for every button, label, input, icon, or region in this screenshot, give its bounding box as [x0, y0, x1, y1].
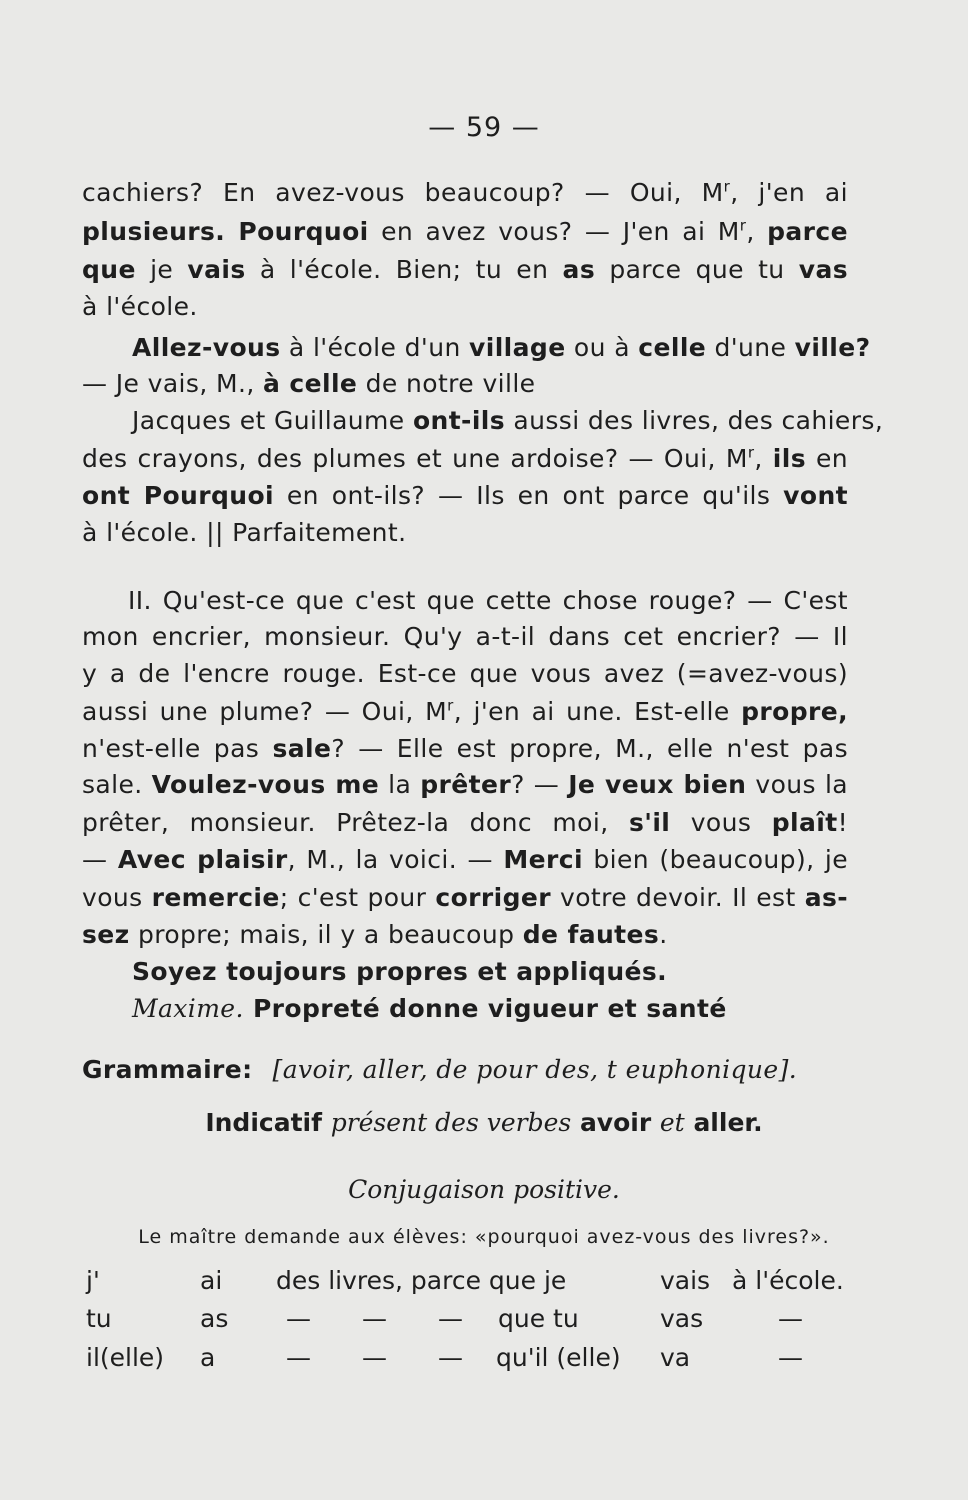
text-line: y a de l'encre rouge. Est-ce que vous avez (=avez-vous)	[82, 659, 848, 688]
page-number: — 59 —	[428, 112, 540, 143]
text-line: n'est-elle pas sale? — Elle est propre, M., elle n'est pas	[82, 734, 848, 763]
table-cell: va	[660, 1343, 691, 1372]
table-cell: j'	[86, 1266, 100, 1295]
indicatif-heading: Indicatif présent des verbes avoir et aller.	[205, 1108, 763, 1137]
text-line: II. Qu'est-ce que c'est que cette chose rouge? — C'est	[128, 586, 848, 615]
table-cell: il(elle)	[86, 1343, 165, 1372]
table-cell: qu'il (elle)	[496, 1343, 621, 1372]
table-cell: a	[200, 1343, 216, 1372]
table-cell: tu	[86, 1304, 112, 1333]
table-cell: ai	[200, 1266, 223, 1295]
text-line: Jacques et Guillaume ont-ils aussi des livres, des cahiers,	[132, 406, 884, 435]
grammar-line: Grammaire: [avoir, aller, de pour des, t euphonique].	[82, 1055, 798, 1084]
table-cell: vais	[660, 1266, 711, 1295]
table-cell: —	[778, 1304, 803, 1333]
conjugaison-title: Conjugaison positive.	[348, 1175, 620, 1204]
table-cell: —	[438, 1304, 463, 1333]
text-line: sale. Voulez-vous me la prêter? — Je veux bien vous la	[82, 770, 849, 799]
text-line: à l'école.	[82, 292, 198, 321]
text-line: vous remercie; c'est pour corriger votre devoir. Il est as-	[82, 883, 849, 912]
text-line: Allez-vous à l'école d'un village ou à celle d'une ville?	[132, 333, 871, 362]
table-cell: as	[200, 1304, 229, 1333]
text-line: aussi une plume? — Oui, $M^r$, j'en ai une. Est-elle propre,	[82, 696, 848, 726]
text-line: mon encrier, monsieur. Qu'y a-t-il dans cet encrier? — Il	[82, 622, 848, 651]
text-line: que je vais à l'école. Bien; tu en as parce que tu vas	[82, 255, 848, 284]
text-line: ont Pourquoi en ont-ils? — Ils en ont parce qu'ils vont	[82, 481, 848, 510]
table-cell: —	[286, 1343, 311, 1372]
table-cell: —	[362, 1343, 387, 1372]
text-line: — Avec plaisir, M., la voici. — Merci bien (beaucoup), je	[82, 845, 849, 874]
text-line: sez propre; mais, il y a beaucoup de fautes.	[82, 920, 668, 949]
text-line: des crayons, des plumes et une ardoise? — Oui, $M^r$, ils en	[82, 443, 849, 473]
text-line: cachiers? En avez-vous beaucoup? — Oui, $M^r$, j'en ai	[82, 177, 848, 207]
table-cell: —	[362, 1304, 387, 1333]
instruction-text: Le maître demande aux élèves: «pourquoi avez-vous des livres?».	[138, 1226, 830, 1248]
table-cell: à l'école.	[732, 1266, 844, 1295]
text-line: à l'école. || Parfaitement.	[82, 518, 407, 547]
table-cell: —	[438, 1343, 463, 1372]
table-cell: que tu	[498, 1304, 579, 1333]
text-line: — Je vais, M., à celle de notre ville	[82, 369, 536, 398]
table-cell: —	[778, 1343, 803, 1372]
text-line: Maxime. Propreté donne vigueur et santé	[132, 994, 727, 1023]
text-line: plusieurs. Pourquoi en avez vous? — J'en ai $M^r$, parce	[82, 216, 848, 246]
table-cell: —	[286, 1304, 311, 1333]
table-cell: vas	[660, 1304, 704, 1333]
text-line: Soyez toujours propres et appliqués.	[132, 957, 668, 986]
text-line: prêter, monsieur. Prêtez-la donc moi, s'il vous plaît!	[82, 808, 848, 837]
table-cell: des livres, parce que je	[276, 1266, 567, 1295]
